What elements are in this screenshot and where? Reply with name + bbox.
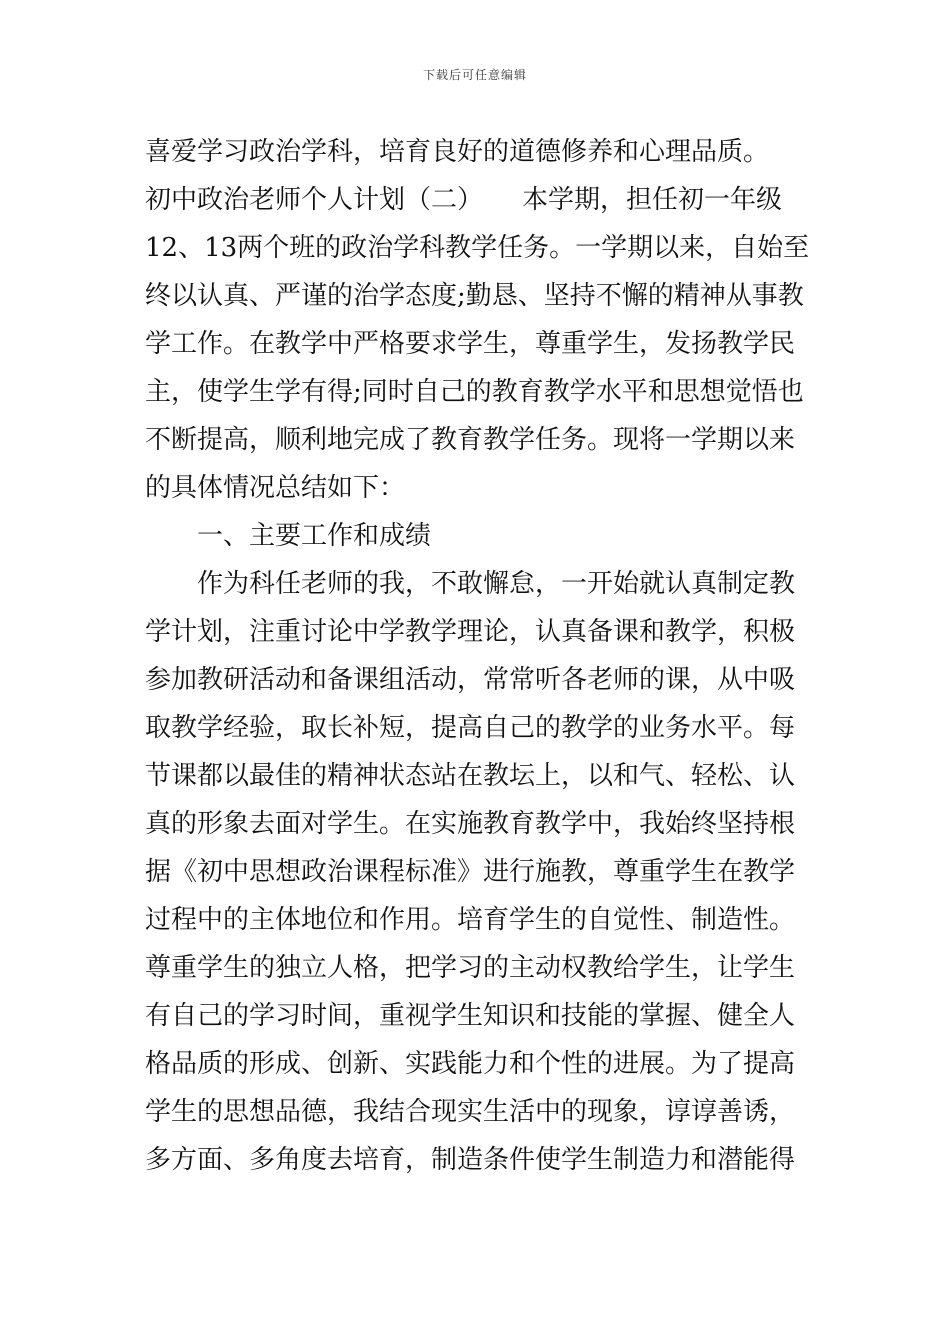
- text-line: 的具体情况总结如下：: [145, 473, 406, 503]
- text-line: 节课都以最佳的精神状态站在教坛上，以和气、轻松、认: [145, 761, 796, 791]
- text-line: 有自己的学习时间，重视学生知识和技能的掌握、健全人: [145, 1001, 796, 1031]
- text-line: 学生的思想品德，我结合现实生活中的现象，谆谆善诱，: [145, 1097, 796, 1127]
- text-line: 过程中的主体地位和作用。培育学生的自觉性、制造性。: [145, 905, 796, 935]
- text-line: 初中政治老师个人计划（二） 本学期，担任初一年级: [145, 185, 783, 215]
- text-line: 主，使学生学有得;同时自己的教育教学水平和思想觉悟也: [145, 377, 804, 407]
- text-line: 终以认真、严谨的治学态度;勤恳、坚持不懈的精神从事教: [145, 281, 804, 311]
- text-line: 尊重学生的独立人格，把学习的主动权教给学生，让学生: [145, 953, 796, 983]
- text-line: 参加教研活动和备课组活动，常常听各老师的课，从中吸: [145, 665, 796, 695]
- document-body: [145, 128, 810, 1184]
- text-line: 格品质的形成、创新、实践能力和个性的进展。为了提高: [145, 1049, 796, 1079]
- text-line: 学计划，注重讨论中学教学理论，认真备课和教学，积极: [145, 617, 796, 647]
- text-line: 取教学经验，取长补短，提高自己的教学的业务水平。每: [145, 713, 796, 743]
- text-line: 真的形象去面对学生。在实施教育教学中，我始终坚持根: [145, 809, 796, 839]
- text-line: 喜爱学习政治学科，培育良好的道德修养和心理品质。: [145, 137, 770, 167]
- page-header-note: 下载后可任意编辑: [422, 68, 527, 82]
- text-line: 12、13两个班的政治学科教学任务。一学期以来，自始至: [145, 233, 810, 263]
- text-line: 多方面、多角度去培育，制造条件使学生制造力和潜能得: [145, 1145, 796, 1175]
- section-heading: 一、主要工作和成绩: [197, 521, 432, 551]
- text-line: 作为科任老师的我，不敢懈怠，一开始就认真制定教: [197, 569, 796, 599]
- text-line: 不断提高，顺利地完成了教育教学任务。现将一学期以来: [145, 425, 796, 455]
- text-line: 学工作。在教学中严格要求学生，尊重学生，发扬教学民: [145, 329, 796, 359]
- text-line: 据《初中思想政治课程标准》进行施教，尊重学生在教学: [145, 857, 796, 887]
